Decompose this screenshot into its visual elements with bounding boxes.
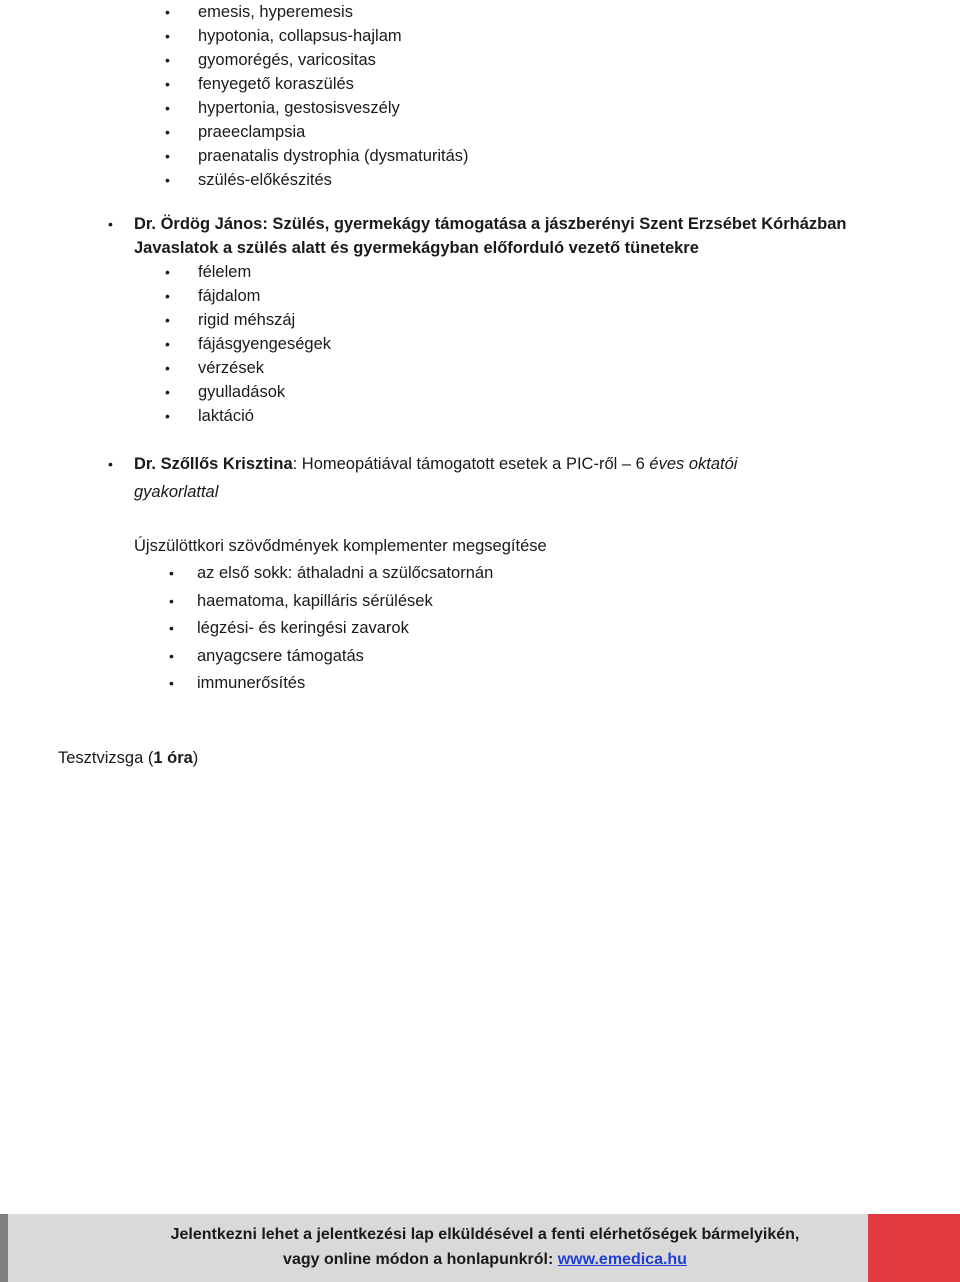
section-title: • Dr. Ördög János: Szülés, gyermekágy támogatása a jászberényi Szent Erzsébet Kórházban	[134, 212, 847, 236]
bullet-icon: •	[165, 148, 170, 164]
website-link[interactable]: www.emedica.hu	[557, 1251, 687, 1268]
bullet-icon: •	[165, 336, 170, 352]
bullet-icon: •	[165, 312, 170, 328]
bullet-icon: •	[108, 456, 113, 472]
symptom-list	[165, 260, 332, 428]
bullet-icon: •	[108, 216, 113, 232]
list-item: • fenyegető koraszülés	[198, 72, 469, 96]
list-item: • fájdalom	[198, 284, 331, 308]
list-item: • haematoma, kapilláris sérülések	[197, 588, 493, 616]
list-item: • rigid méhszáj	[198, 308, 331, 332]
list-item: • anyagcsere támogatás	[197, 643, 493, 671]
list-item: • praeeclampsia	[198, 120, 469, 144]
bullet-icon: •	[165, 172, 170, 188]
bullet-icon: •	[165, 100, 170, 116]
list-item: • félelem	[198, 260, 331, 284]
speaker-name: Dr. Szőllős Krisztina	[134, 455, 293, 473]
bullet-icon: •	[169, 565, 174, 581]
test-exam-line: Tesztvizsga (1 óra)	[58, 749, 199, 767]
list-item: • gyulladások	[198, 380, 331, 404]
list-item: • laktáció	[198, 404, 331, 428]
section-szollos-heading	[108, 450, 738, 506]
section-title-continued: gyakorlattal	[134, 483, 219, 501]
list-item: • hypotonia, collapsus-hajlam	[198, 24, 469, 48]
section-title: • Dr. Szőllős Krisztina: Homeopátiával támogatott esetek a PIC-ről – 6 éves oktatói	[134, 450, 737, 478]
bullet-icon: •	[165, 264, 170, 280]
list-item: • az első sokk: áthaladni a szülőcsatornán	[197, 560, 493, 588]
list-item: • fájásgyengeségek	[198, 332, 331, 356]
complication-list	[169, 560, 494, 698]
list-item: • hypertonia, gestosisveszély	[198, 96, 469, 120]
section-ordog-heading	[108, 212, 847, 260]
bullet-icon: •	[165, 408, 170, 424]
bullet-icon: •	[165, 288, 170, 304]
section-subtitle: Javaslatok a szülés alatt és gyermekágyban előforduló vezető tünetekre	[134, 239, 699, 257]
bullet-icon: •	[165, 384, 170, 400]
condition-list	[165, 0, 469, 192]
footer-left-accent	[0, 1214, 8, 1282]
bullet-icon: •	[165, 76, 170, 92]
bullet-icon: •	[165, 28, 170, 44]
list-item: • gyomorégés, varicositas	[198, 48, 469, 72]
bullet-icon: •	[169, 647, 174, 664]
bullet-icon: •	[165, 4, 170, 20]
list-item: • emesis, hyperemesis	[198, 0, 469, 24]
bullet-icon: •	[165, 52, 170, 68]
list-item: • immunerősítés	[197, 670, 493, 698]
bullet-icon: •	[169, 675, 174, 691]
bullet-icon: •	[165, 124, 170, 140]
list-item: • légzési- és keringési zavarok	[197, 615, 493, 643]
list-item: • praenatalis dystrophia (dysmaturitás)	[198, 144, 469, 168]
bullet-icon: •	[169, 620, 174, 636]
footer-banner	[0, 1214, 960, 1282]
footer-text: Jelentkezni lehet a jelentkezési lap elküldésével a fenti elérhetőségek bármelyikén, vagy online módon a honlapunkról: www.emedica.hu	[170, 1226, 800, 1268]
list-item: • szülés-előkészités	[198, 168, 469, 192]
bullet-icon: •	[165, 360, 170, 376]
footer-right-accent	[868, 1214, 960, 1282]
list-item: • vérzések	[198, 356, 331, 380]
bullet-icon: •	[169, 592, 174, 609]
section-subtitle: Újszülöttkori szövődmények komplementer megsegítése	[134, 537, 547, 555]
